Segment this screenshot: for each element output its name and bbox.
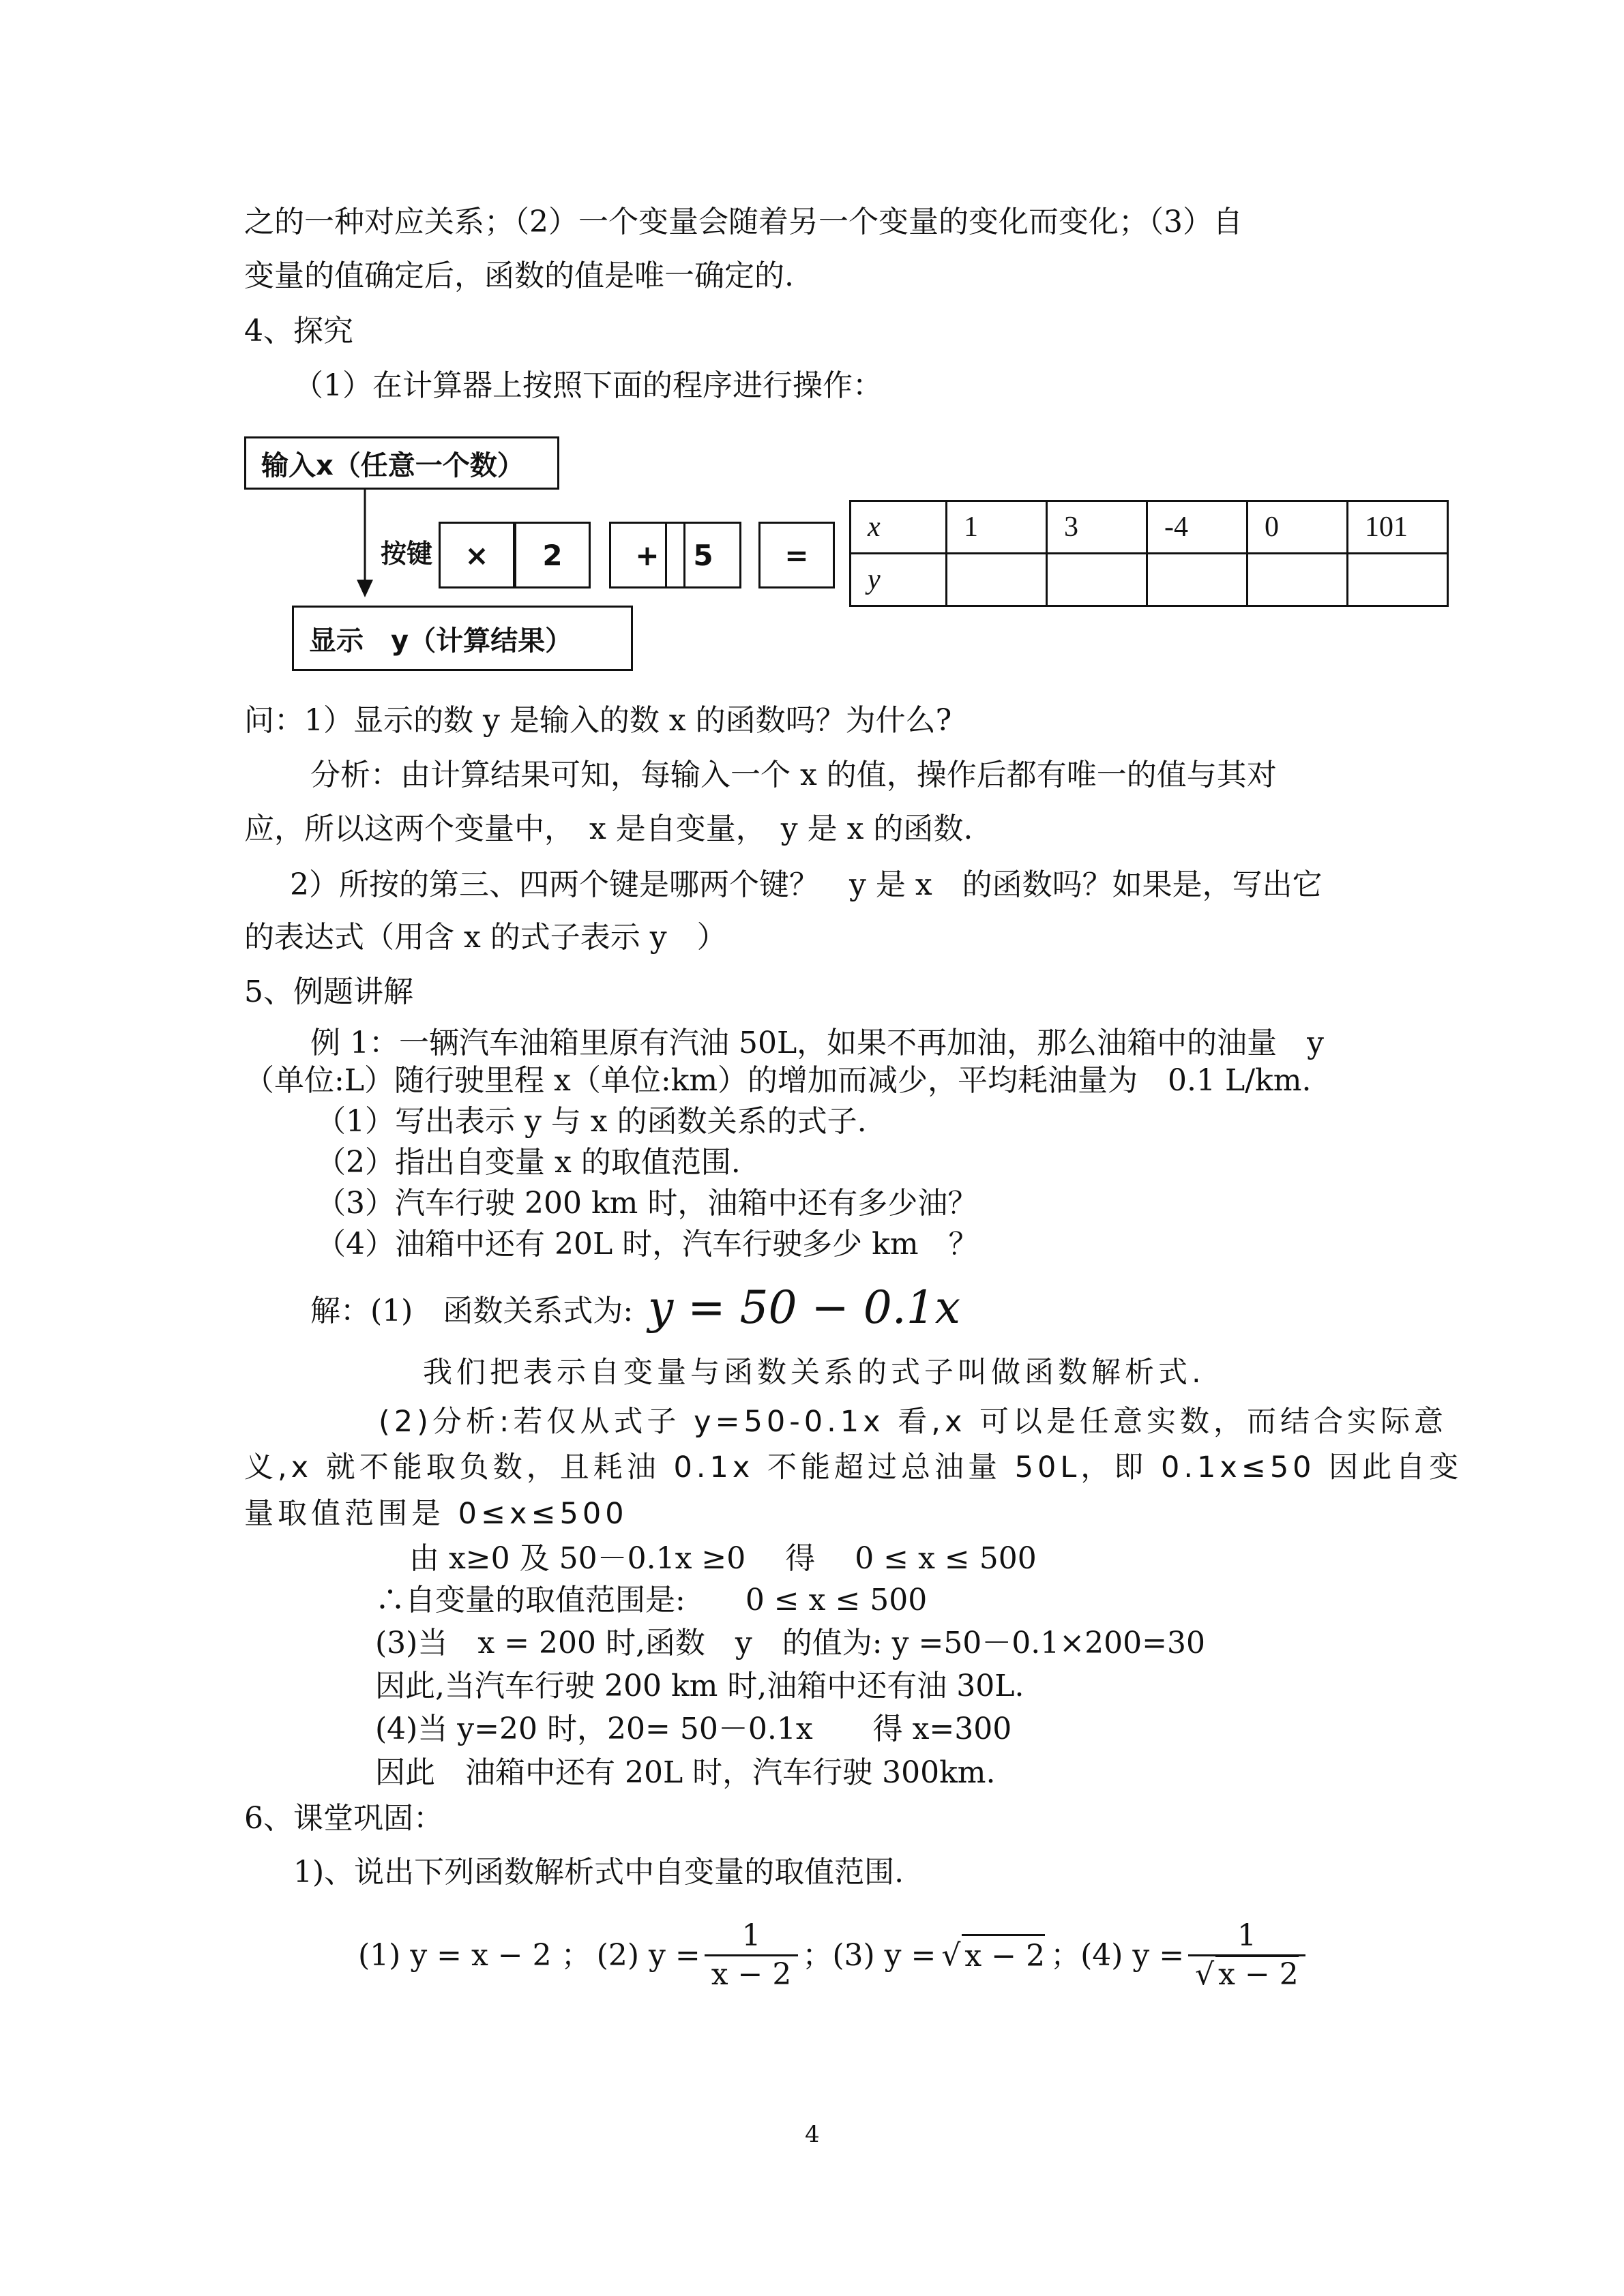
table-row	[851, 501, 1448, 554]
function-3-prefix: ；(3) y =	[802, 1937, 936, 1973]
example-sub-1: （1）写出表示 y 与 x 的函数关系的式子.	[316, 1104, 867, 1139]
display-box	[292, 606, 633, 671]
table-y-cell	[1247, 554, 1348, 606]
table-x-value: 3	[1047, 501, 1147, 554]
section-5-heading: 5、例题讲解	[244, 974, 413, 1009]
function-1: (1) y = x − 2 ；	[358, 1937, 591, 1973]
keys-label: 按键	[381, 539, 433, 569]
question-2-line-2: 的表达式（用含 x 的式子表示 y ）	[244, 920, 727, 955]
solution-3-line-1: (3)当 x = 200 时,函数 y 的值为: y =50－0.1×200=30	[375, 1626, 1205, 1660]
solution-1-formula: y = 50 − 0.1x	[648, 1281, 960, 1334]
table-y-cell	[1047, 554, 1147, 606]
example-line-2: （单位:L）随行驶里程 x（单位:km）的增加而减少，平均耗油量为 0.1 L/km.	[244, 1063, 1312, 1098]
question-2-line-1: 2）所按的第三、四两个键是哪两个键？ y 是 x 的函数吗？如果是，写出它	[290, 867, 1323, 902]
solution-4-line-1: (4)当 y=20 时，20= 50－0.1x 得 x=300	[375, 1712, 1012, 1746]
key-plus: +	[609, 522, 685, 588]
solution-1-prefix: 解：(1) 函数关系式为:	[310, 1294, 634, 1328]
table-x-label: x	[851, 501, 947, 554]
input-box-label: 输入x（任意一个数）	[261, 449, 525, 481]
example-sub-3: （3）汽车行驶 200 km 时，油箱中还有多少油？	[316, 1186, 978, 1221]
function-list	[358, 1918, 1310, 1993]
table-x-value: 1	[947, 501, 1047, 554]
key-equals: =	[758, 522, 835, 588]
key-2: 2	[514, 522, 591, 588]
page-number: 4	[805, 2121, 820, 2148]
task-1: 1)、说出下列函数解析式中自变量的取值范围.	[293, 1855, 904, 1890]
function-3-radicand: x − 2	[962, 1934, 1045, 1977]
table-y-cell	[1147, 554, 1247, 606]
table-x-value: 101	[1348, 501, 1448, 554]
analysis-line-2: 应，所以这两个变量中， x 是自变量， y 是 x 的函数.	[244, 811, 973, 846]
table-y-cell	[947, 554, 1047, 606]
solution-2-inequality: 由 x≥0 及 50－0.1x ≥0 得 0 ≤ x ≤ 500	[409, 1541, 1037, 1576]
function-2-fraction	[705, 1918, 799, 1993]
function-2-denominator: x − 2	[705, 1954, 799, 1993]
example-sub-2: （2）指出自变量 x 的取值范围.	[316, 1145, 741, 1180]
function-2-prefix: (2) y =	[596, 1937, 700, 1973]
function-4-denominator	[1188, 1954, 1305, 1993]
solution-3-line-2: 因此,当汽车行驶 200 km 时,油箱中还有油 30L.	[375, 1669, 1024, 1703]
section-4-step-1: （1）在计算器上按照下面的程序进行操作：	[293, 368, 883, 403]
solution-2-line-3: 量取值范围是 0≤x≤500	[244, 1497, 628, 1531]
table-x-value: -4	[1147, 501, 1247, 554]
key-multiply: ×	[439, 522, 515, 588]
example-line-1: 例 1：一辆汽车油箱里原有汽油 50L，如果不再加油，那么油箱中的油量 y	[310, 1026, 1325, 1060]
function-3-radical: √	[941, 1937, 961, 1973]
solution-4-line-2: 因此 油箱中还有 20L 时，汽车行驶 300km.	[375, 1755, 996, 1790]
xy-table	[849, 500, 1449, 607]
key-5: 5	[665, 522, 741, 588]
input-box	[244, 436, 559, 490]
solution-2-line-1: (2)分析:若仅从式子 y=50-0.1x 看,x 可以是任意实数，而结合实际意	[379, 1405, 1448, 1439]
definition-line: 我们把表示自变量与函数关系的式子叫做函数解析式.	[423, 1356, 1205, 1390]
table-x-value: 0	[1247, 501, 1348, 554]
function-4-fraction	[1188, 1918, 1305, 1993]
flow-arrow	[351, 490, 379, 599]
table-row	[851, 554, 1448, 606]
function-4-radical: √	[1195, 1957, 1215, 1992]
intro-line-2: 变量的值确定后，函数的值是唯一确定的.	[244, 258, 794, 293]
function-2-numerator: 1	[741, 1918, 761, 1953]
function-4-numerator: 1	[1237, 1918, 1256, 1953]
example-sub-4: （4）油箱中还有 20L 时，汽车行驶多少 km ？	[316, 1227, 979, 1262]
solution-2-conclusion: ∴自变量的取值范围是: 0 ≤ x ≤ 500	[375, 1583, 928, 1617]
intro-line-1: 之的一种对应关系；（2）一个变量会随着另一个变量的变化而变化；（3）自	[244, 205, 1243, 239]
function-4-radicand: x − 2	[1215, 1955, 1299, 1992]
solution-2-line-2: 义,x 就不能取负数，且耗油 0.1x 不能超过总油量 50L，即 0.1x≤50 因此自变	[244, 1450, 1463, 1485]
display-box-label: 显示 y（计算结果）	[309, 625, 573, 657]
section-4-heading: 4、探究	[244, 314, 353, 348]
function-4-prefix: ；(4) y =	[1050, 1937, 1185, 1973]
section-6-heading: 6、课堂巩固：	[244, 1801, 443, 1836]
table-y-label: y	[851, 554, 947, 606]
analysis-line-1: 分析：由计算结果可知，每输入一个 x 的值，操作后都有唯一的值与其对	[310, 758, 1277, 792]
table-y-cell	[1348, 554, 1448, 606]
question-1: 问：1）显示的数 y 是输入的数 x 的函数吗？为什么?	[244, 703, 952, 738]
